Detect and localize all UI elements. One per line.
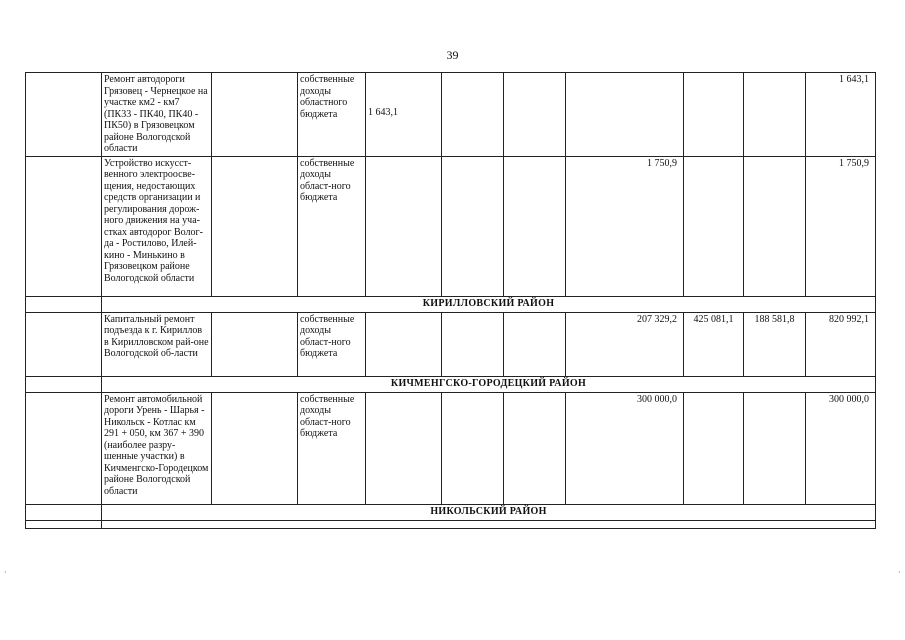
value-cell xyxy=(442,156,504,296)
value-cell: 1 750,9 xyxy=(566,156,684,296)
empty-cell xyxy=(26,520,102,528)
empty-cell xyxy=(26,312,102,376)
table-row xyxy=(26,73,876,157)
budget-table xyxy=(25,72,876,529)
value-cell xyxy=(366,156,442,296)
table-row xyxy=(26,520,876,528)
value-cell xyxy=(504,156,566,296)
value-cell: 188 581,8 xyxy=(744,312,806,376)
total-cell: 1 750,9 xyxy=(806,156,876,296)
value-cell: 207 329,2 xyxy=(566,312,684,376)
total-cell: 820 992,1 xyxy=(806,312,876,376)
section-heading: КИРИЛЛОВСКИЙ РАЙОН xyxy=(102,296,876,312)
funding-source: собственные доходы област-ного бюджета xyxy=(298,312,366,376)
section-row xyxy=(26,376,876,392)
empty-cell xyxy=(26,73,102,157)
value-cell xyxy=(442,312,504,376)
blank-cell xyxy=(212,312,298,376)
section-heading: КИЧМЕНГСКО-ГОРОДЕЦКИЙ РАЙОН xyxy=(102,376,876,392)
total-cell: 300 000,0 xyxy=(806,392,876,504)
total-cell: 1 643,1 xyxy=(806,73,876,157)
section-row xyxy=(26,296,876,312)
page-number: 39 xyxy=(446,48,459,62)
project-name: Ремонт автомобильной дороги Урень - Шарья - Никольск - Котлас км 291 + 050, км 367 + 390 (наиболее разру-шенные участки) в Кичменгско-Городецком районе Вологодской области xyxy=(102,392,212,504)
empty-cell xyxy=(26,296,102,312)
value-cell: 425 081,1 xyxy=(684,312,744,376)
value-cell xyxy=(366,392,442,504)
section-row xyxy=(26,504,876,520)
blank-cell xyxy=(212,73,298,157)
table-row xyxy=(26,392,876,504)
value-cell xyxy=(504,73,566,157)
value-cell: 300 000,0 xyxy=(566,392,684,504)
blank-cell xyxy=(212,392,298,504)
table-row xyxy=(26,312,876,376)
value-cell xyxy=(684,73,744,157)
value-cell xyxy=(744,73,806,157)
scan-mark: · xyxy=(898,568,901,577)
value-cell xyxy=(442,392,504,504)
section-heading: НИКОЛЬСКИЙ РАЙОН xyxy=(102,504,876,520)
value-cell xyxy=(744,156,806,296)
value-cell xyxy=(366,312,442,376)
empty-cell xyxy=(26,156,102,296)
funding-source: собственные доходы област-ного бюджета xyxy=(298,392,366,504)
value-cell: 1 643,1 xyxy=(366,73,442,157)
scan-mark: · xyxy=(4,568,7,577)
project-name: Ремонт автодороги Грязовец - Чернецкое на участке км2 - км7 (ПК33 - ПК40, ПК40 - ПК50) в Грязовецком районе Вологодской области xyxy=(102,73,212,157)
value-cell xyxy=(566,73,684,157)
empty-cell xyxy=(102,520,876,528)
table-row xyxy=(26,156,876,296)
project-name: Устройство искусст-венного электроосве-щения, недостающих средств организации и регулирования дорож-ного движения на уча-стках автодорог Волог-да - Ростилово, Илей-кино - Минькино в Грязовецком районе Вологодской области xyxy=(102,156,212,296)
value-cell xyxy=(442,73,504,157)
empty-cell xyxy=(26,376,102,392)
value-cell xyxy=(504,392,566,504)
value-cell xyxy=(684,392,744,504)
funding-source: собственные доходы областного бюджета xyxy=(298,73,366,157)
empty-cell xyxy=(26,504,102,520)
empty-cell xyxy=(26,392,102,504)
funding-source: собственные доходы област-ного бюджета xyxy=(298,156,366,296)
project-name: Капитальный ремонт подъезда к г. Кириллов в Кирилловском рай-оне Вологодской об-ласти xyxy=(102,312,212,376)
value-cell xyxy=(684,156,744,296)
blank-cell xyxy=(212,156,298,296)
value-cell xyxy=(504,312,566,376)
value-cell xyxy=(744,392,806,504)
